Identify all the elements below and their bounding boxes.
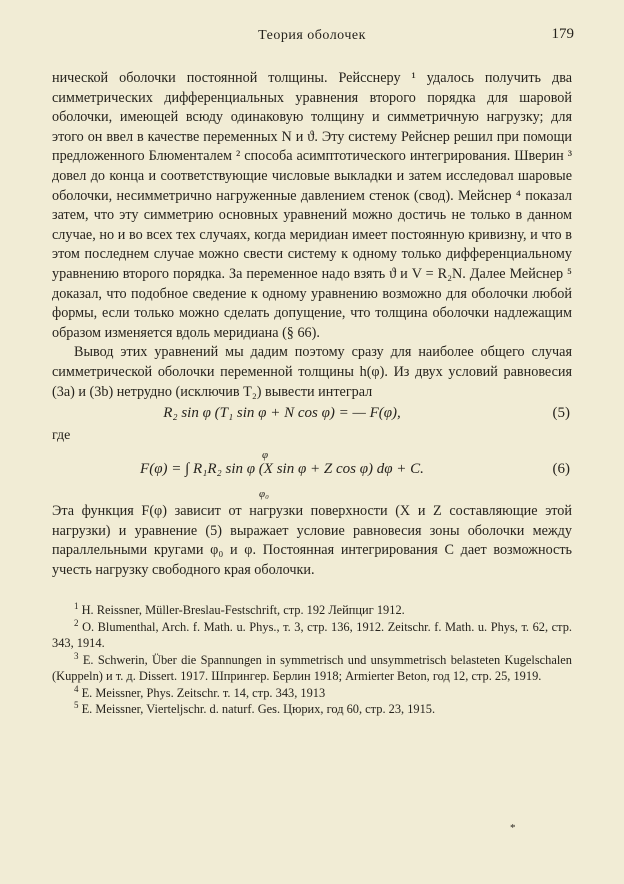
integral-upper-limit: φ: [262, 449, 269, 462]
footnote-2: [52, 619, 572, 652]
paragraph-1: нической оболочки постоянной толщины. Рейсснеру ¹ удалось получить два симметрических дифференциальных уравнения второго порядка для шаровой оболочки, имеющей всюду одинаковую толщину и симметричную нагрузку; для этого он ввел в качестве переменных N и ϑ. Эту систему Рейснер решил при помощи предложенного Блюменталем ² способа асимптотического интегрирования. Шверин ³ довел до конца и соответствующие числовые выкладки и затем исследовал шаровые оболочки, несимметрично нагруженные давлением стенок (свод). Мейснер ⁴ показал затем, что эту симметрию основных уравнений можно достичь не только в данном случае, но и во всех тех случаях, когда меридиан имеет постоянную кривизну, и что в этом последнем случае можно свести систему к одному только дифференциальному уравнению второго порядка. За переменное надо взять ϑ и V = R₂N. Далее Мейснер ⁵ доказал, что подобное сведение к одному уравнению возможно для оболочки любой формы, если только можно сделать допущение, что толщина оболочки надлежащим образом изменяется вдоль меридиана (§ 66).: [52, 70, 572, 341]
running-title: Теория оболочек: [258, 28, 366, 43]
footnote-text: H. Reissner, Müller-Breslau-Festschrift, стр. 192 Лейпциг 1912.: [81, 603, 405, 618]
paragraph-3: Эта функция F(φ) зависит от нагрузки поверхности (X и Z составляющие этой нагрузки) и уравнение (5) выражает условие равновесия зоны оболочки между параллельными кругами φ₀ и φ. Постоянная интегрирования C дает возможность учесть нагрузку свободного края оболочки.: [52, 503, 572, 578]
footnote-1: [52, 602, 572, 618]
main-text: [52, 69, 572, 580]
footnotes: [52, 602, 572, 717]
equation-6-number: (6): [552, 461, 570, 478]
equation-5-expression: R₂ sin φ (T₁ sin φ + N cos φ) = — F(φ),: [163, 405, 401, 422]
equation-5: [52, 402, 572, 426]
equation-6: [52, 446, 572, 502]
where-label: где: [52, 428, 71, 444]
paragraph-2: Вывод этих уравнений мы дадим поэтому сразу для наиболее общего случая симметрической оболочки переменной толщины h(φ). Из двух условий равновесия (3a) и (3b) нетрудно (исключив T₂) вывести интеграл: [52, 344, 572, 400]
footnote-text: O. Blumenthal, Arch. f. Math. u. Phys., т. 3, стр. 136, 1912. Zeitschr. f. Math. u. Phys, т. 62, стр. 343, 1914.: [52, 619, 572, 651]
running-head: [52, 20, 572, 50]
footnote-mark: 2: [74, 617, 79, 628]
signature-mark: *: [510, 822, 516, 834]
equation-5-number: (5): [552, 405, 570, 422]
footnote-mark: 1: [74, 601, 79, 612]
footnote-text: E. Meissner, Phys. Zeitschr. т. 14, стр. 343, 1913: [81, 685, 326, 700]
book-page: [52, 20, 572, 717]
integral-lower-limit: φ₀: [259, 488, 269, 501]
footnote-mark: 3: [74, 650, 79, 661]
page-number: 179: [551, 26, 574, 42]
footnote-mark: 5: [74, 699, 79, 710]
footnote-text: E. Meissner, Vierteljschr. d. naturf. Ges. Цюрих, год 60, стр. 23, 1915.: [81, 701, 436, 716]
equation-6-expression: F(φ) = ∫ R₁R₂ sin φ (X sin φ + Z cos φ) dφ + C.: [140, 461, 424, 478]
footnote-4: [52, 685, 572, 701]
footnote-3: [52, 652, 572, 685]
footnote-mark: 4: [74, 683, 79, 694]
footnote-text: E. Schwerin, Über die Spannungen in symmetrisch und unsymmetrisch belasteten Kugelschalen (Kuppeln) и т. д. Dissert. 1917. Шпрингер. Берлин 1918; Armierter Beton, год 12, стр. 25, 1919.: [52, 652, 572, 684]
footnote-5: [52, 701, 572, 717]
